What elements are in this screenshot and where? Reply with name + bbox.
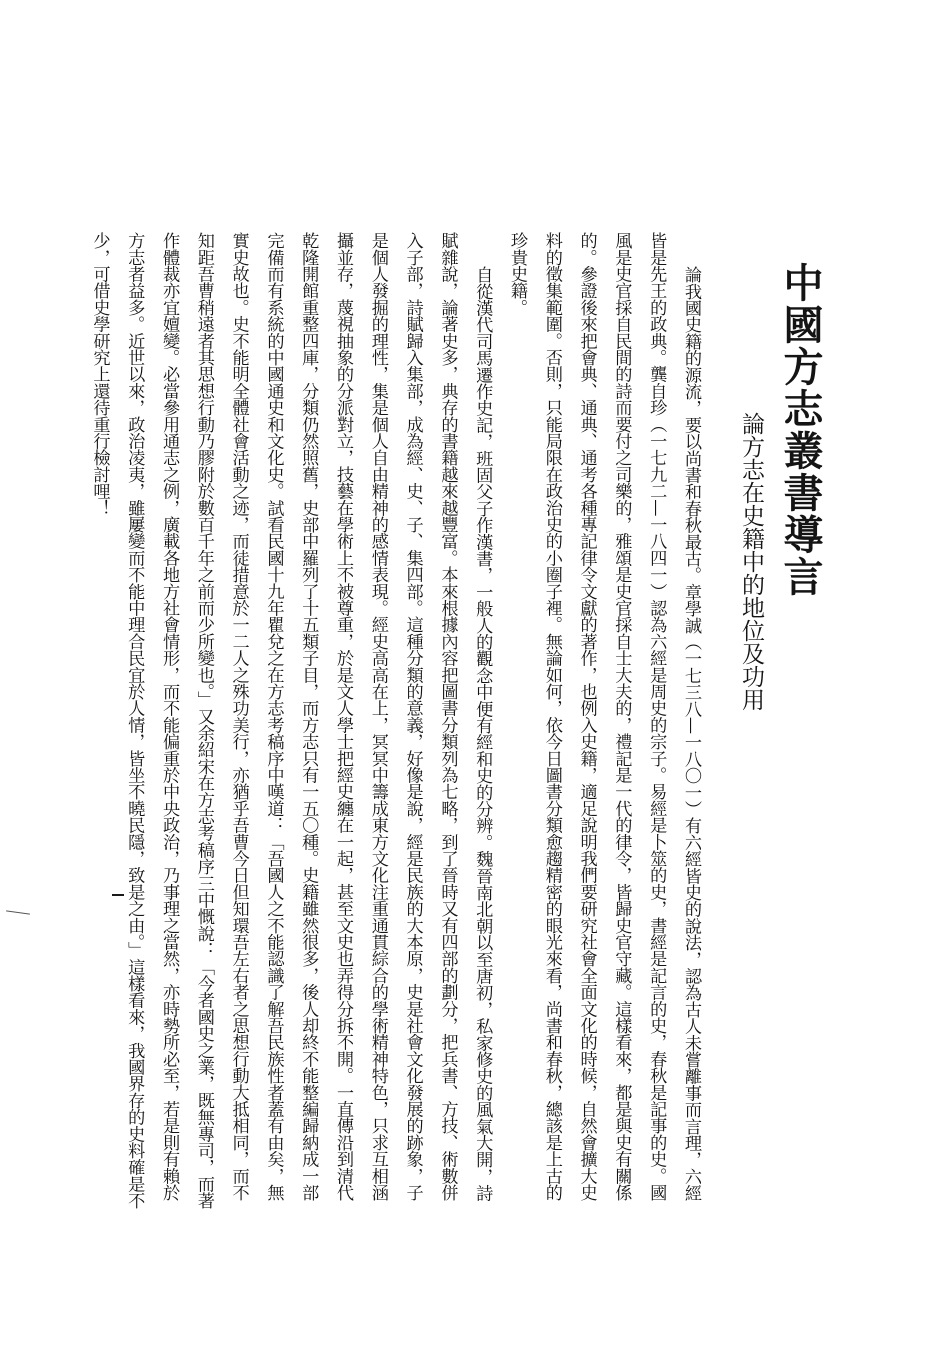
margin-rule-mark — [112, 894, 124, 896]
scan-smudge-mark — [6, 910, 30, 914]
paragraph-1: 論我國史籍的源流，要以尚書和春秋最古。章學誠（一七三八—一八〇一）有六經皆史的說法，認為古人未嘗離事而言理，六經皆是先王的政典。龔自珍（一七九二—一八四一）認為六經是周史的宗子。易經是卜筮的史，書經是記言的史，春秋是記事的史。國風是史官採自民間的詩而要付之司樂的，雅頌是史官採自士大夫的，禮記是一代的律令，皆歸史官守藏。這樣看來，都是與史有關係的。參證後來把會典、通典、通考各種專記律令文獻的著作，也例入史籍，適足說明我們要研究社會全面文化的時候，自然會擴大史料的徵集範圍。否則，只能局限在政治史的小圈子裡。無論如何，依今日圖書分類愈趨精密的眼光來看，尚書和春秋，總該是上古的珍貴史籍。 — [507, 232, 701, 1202]
document-subtitle: 論方志在史籍中的地位及功用 — [738, 412, 764, 711]
document-title: 中國方志叢書導言 — [777, 262, 824, 598]
body-text — [89, 232, 708, 1212]
paragraph-2: 自從漢代司馬遷作史記，班固父子作漢書，一般人的觀念中便有經和史的分辨。魏晉南北朝以至唐初，私家修史的風氣大開，詩賦雜說，論著史多，典存的書籍越來越豐富。本來根據內容把圖書分類列為七略，到了晉時又有四部的劃分，把兵書、方技、術數併入子部，詩賦歸入集部，成為經、史、子、集四部。這種分類的意義，好像是說，經是民族的大本原，史是社會文化發展的跡象，子是個人發掘的理性，集是個人自由精神的感情表現。經史高高在上，冥冥中籌成東方文化注重通貫綜合的學術精神特色，只求互相涵攝並存，蔑視抽象的分派對立，技藝在學術上不被尊重，於是文人學士把經史纏在一起，甚至文史也弄得分拆不開。一直傳沿到清代乾隆開館重整四庫，分類仍然照舊，史部中羅列了十五類子目，而方志只有一五〇種。史籍雖然很多，後人却終不能整編歸納成一部完備而有系統的中國通史和文化史。試看民國十九年瞿兌之在方志考稿序中嘆道：「吾國人之不能認識了解吾民族性者蓋有由矣，無實史故也。史不能明全體社會活動之迹，而徒措意於一二人之殊功美行，亦猶乎吾曹今日但知環吾左右者之思想行動大抵相同，而不知距吾曹稍遠者其思想行動乃膠附於數百千年之前而少所變也。」又余紹宋在方志考稿序三中慨說：「今者國史之業，既無專司，而著作體裁亦宜嬗變。必當參用通志之例，廣載各地方社會情形，而不能偏重於中央政治，乃事理之當然，亦時勢所必至，若是則有賴於方志者益多。近世以來，政治凌夷，雖屢變而不能中理合民宜於人情，皆坐不曉民隱，致是之由。」這樣看來，我國界存的史料確是不少，可借史學研究上還待重行檢討哩！ — [89, 232, 493, 1209]
